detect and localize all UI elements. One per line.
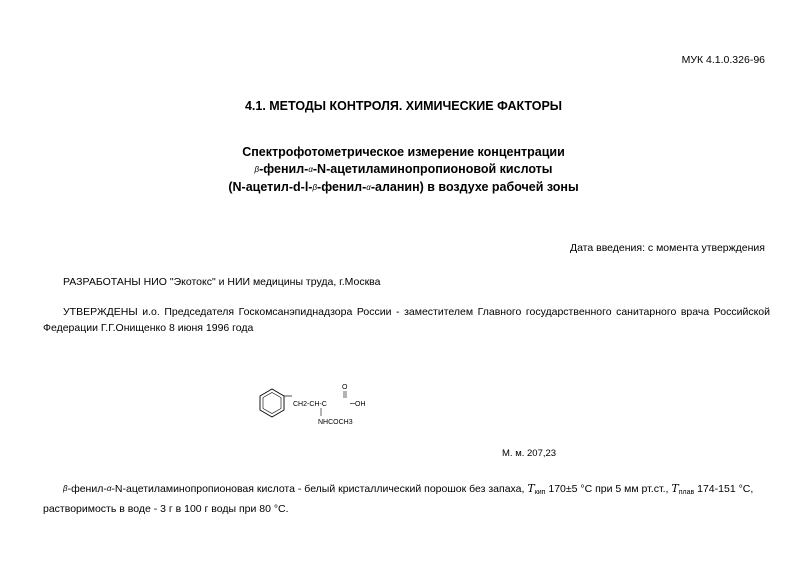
temperature-symbol: T (527, 482, 535, 495)
boiling-point: 170±5 °C при 5 мм рт.ст., (548, 483, 669, 495)
approved-by-paragraph (43, 304, 770, 336)
beta-symbol: β (254, 165, 260, 174)
beta-symbol: β (312, 183, 318, 192)
alpha-symbol: α (106, 484, 112, 493)
title-text: -N-ацетиламинопропионовой кислоты (312, 162, 553, 176)
developed-by-paragraph: РАЗРАБОТАНЫ НИО "Экотокс" и НИИ медицины труда, г.Москва (63, 276, 381, 288)
hydroxyl-label: OH (355, 401, 366, 408)
melting-subscript: плав (678, 489, 695, 496)
approved-text: и.о. Председателя Госкомсанэпиднадзора России - заместителем Главного государственного санитарного врача Российской Федерации Г.Г.Онищенко 8 июня 1996 года (43, 306, 771, 334)
title-text: (N-ацетил-d-l- (228, 180, 313, 194)
title-text: -аланин) в воздухе рабочей зоны (370, 180, 579, 194)
section-title: 4.1. МЕТОДЫ КОНТРОЛЯ. ХИМИЧЕСКИЕ ФАКТОРЫ (244, 99, 563, 113)
introduction-date: Дата введения: с момента утверждения (569, 242, 765, 254)
structural-formula (258, 380, 368, 432)
approved-label: УТВЕРЖДЕНЫ (63, 306, 138, 318)
benzene-ring (260, 389, 284, 417)
benzene-inner-ring (263, 393, 281, 414)
description-text: -N-ацетиламинопропионовая кислота - белый кристаллический порошок без запаха, (111, 483, 525, 495)
amine-label: NHCOCH3 (318, 419, 353, 426)
document-title-line-1: Спектрофотометрическое измерение концентрации (242, 145, 565, 159)
document-code: МУК 4.1.0.326-96 (681, 54, 765, 66)
document-title-line-2 (0, 162, 807, 176)
molar-mass: М. м. 207,23 (502, 448, 557, 459)
melting-point: 174-151 °C, растворимость в воде - 3 г в 100 г воды при 80 °С. (43, 483, 754, 515)
document-title-line-3 (0, 180, 807, 194)
beta-symbol: β (63, 484, 68, 493)
description-paragraph (43, 481, 770, 517)
oxygen-label: O (342, 384, 348, 391)
title-text: -фенил- (259, 162, 309, 176)
temperature-symbol: T (671, 482, 679, 495)
boiling-subscript: кип (534, 489, 546, 496)
alpha-symbol: α (366, 183, 371, 192)
chain-label: CH2-CH-C (293, 401, 327, 408)
title-text: -фенил- (317, 180, 367, 194)
description-text: -фенил- (67, 483, 107, 495)
alpha-symbol: α (308, 165, 313, 174)
